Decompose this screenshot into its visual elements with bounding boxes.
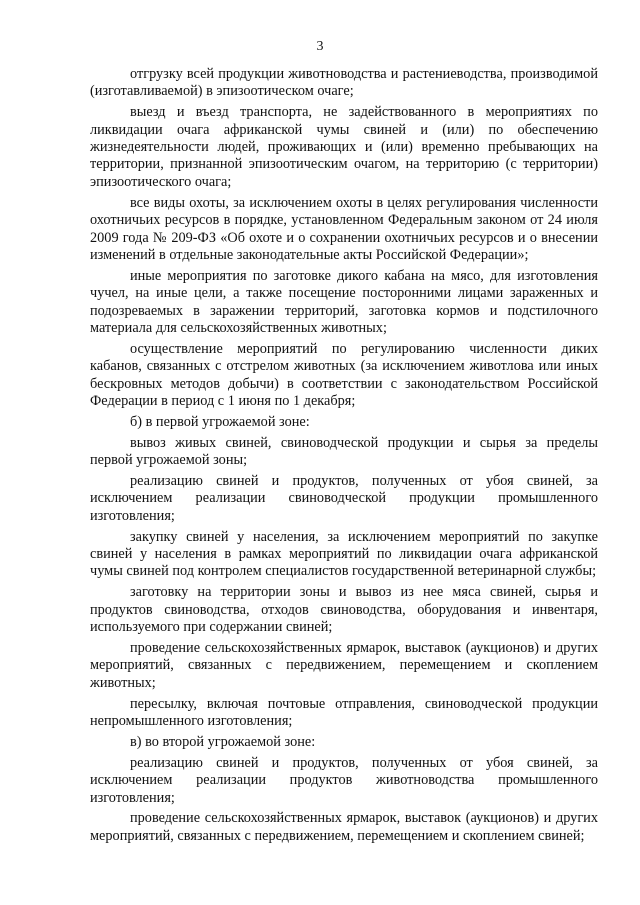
paragraph: реализацию свиней и продуктов, полученных от убоя свиней, за исключением реализации продуктов животноводства промышленного изготовления; (90, 754, 598, 806)
subsection-heading: б) в первой угрожаемой зоне: (130, 413, 310, 430)
subsection-heading: в) во второй угрожаемой зоне: (130, 733, 316, 750)
paragraph: пересылку, включая почтовые отправления, свиноводческой продукции непромышленного изготовления; (90, 695, 598, 730)
paragraph: вывоз живых свиней, свиноводческой продукции и сырья за пределы первой угрожаемой зоны; (90, 434, 598, 469)
paragraph: иные мероприятия по заготовке дикого кабана на мясо, для изготовления чучел, на иные цели, а также посещение посторонними лицами зараженных и подозреваемых в заражении территорий, заготовка кормов и подстилочного материала для сельскохозяйственных животных; (90, 267, 598, 336)
paragraph: заготовку на территории зоны и вывоз из нее мяса свиней, сырья и продуктов свиноводства, отходов свиноводства, оборудования и инвентаря, используемого при содержании свиней; (90, 584, 598, 636)
paragraph: осуществление мероприятий по регулированию численности диких кабанов, связанных с отстрелом животных (за исключением животлова или иных бескровных методов добычи) в соответствии с законодательством Российской Федерации в период с 1 июня по 1 декабря; (90, 340, 598, 410)
paragraph: отгрузку всей продукции животноводства и растениеводства, производимой (изготавливаемой) в эпизоотическом очаге; (90, 66, 598, 100)
paragraph: реализацию свиней и продуктов, полученных от убоя свиней, за исключением реализации свиноводческой продукции промышленного изготовления; (90, 473, 598, 524)
paragraph: проведение сельскохозяйственных ярмарок, выставок (аукционов) и других мероприятий, связанных с передвижением, перемещением и скоплением свиней; (90, 810, 598, 844)
paragraph: выезд и въезд транспорта, не задействованного в мероприятиях по ликвидации очага африканской чумы свиней и (или) по обеспечению жизнедеятельности людей, проживающих и (или) временно пребывающих на территории, признанной эпизоотическим очагом, на территорию (с территории) эпизоотического очага; (90, 104, 598, 190)
paragraph: проведение сельскохозяйственных ярмарок, выставок (аукционов) и других мероприятий, связанных с передвижением, перемещением и скоплением животных; (90, 639, 598, 691)
paragraph: все виды охоты, за исключением охоты в целях регулирования численности охотничьих ресурсов в порядке, установленном Федеральным законом от 24 июля 2009 года № 209-ФЗ «Об охоте и о сохранении охотничьих ресурсов и о внесении изменений в отдельные законодательные акты Российской Федерации»; (90, 194, 598, 263)
page-number: 3 (316, 39, 324, 54)
paragraph: закупку свиней у населения, за исключением мероприятий по закупке свиней у населения в рамках мероприятий по ликвидации очага африканской чумы свиней под контролем специалистов государственной ветеринарной службы; (90, 528, 598, 580)
document-body (90, 66, 598, 849)
